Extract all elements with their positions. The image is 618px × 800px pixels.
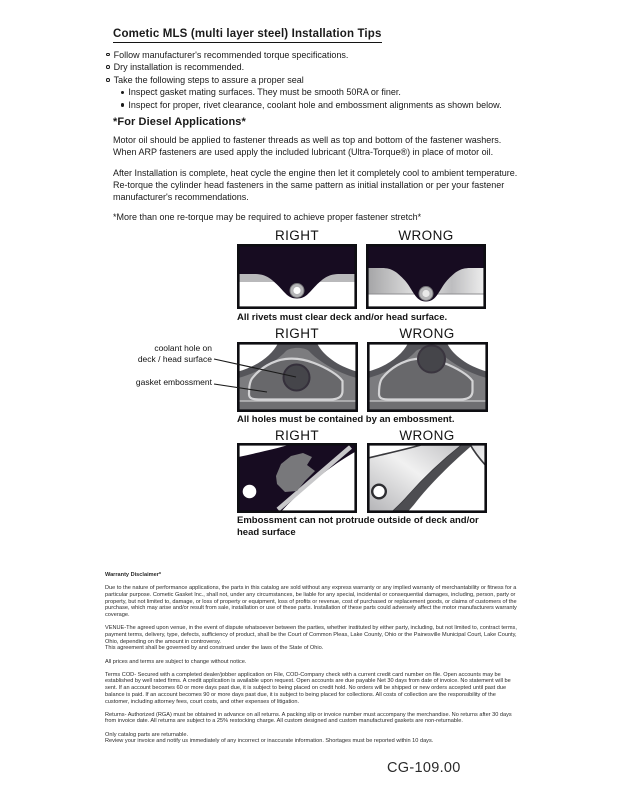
filled-bullet-icon <box>121 91 124 94</box>
bullet-item <box>106 74 541 87</box>
figure-caption: All holes must be contained by an embossment. <box>237 414 455 425</box>
right-label: RIGHT <box>275 428 319 443</box>
diesel-heading: *For Diesel Applications* <box>113 116 246 128</box>
figure-embossment-wrong <box>367 342 488 412</box>
fine-print-paragraph: VENUE-The agreed upon venue, in the event of dispute whatsoever between the parties, whether instituted by either party, including, but not limited to, contract terms, payment terms, delivery, type, defects, sufficiency of product, shall be the Court of Common Pleas, Lake County, Ohio or the Painesville Municipal Court, Lake County, Ohio, depending on the amount in controversy. <box>105 625 517 645</box>
warranty-heading: Warranty Disclaimer* <box>105 572 162 578</box>
bullet-item <box>106 49 541 62</box>
wrong-label: WRONG <box>399 326 455 341</box>
diesel-applications-section <box>113 116 527 224</box>
bullet-text: Inspect for proper, rivet clearance, coolant hole and embossment alignments as shown below. <box>128 99 502 110</box>
tips-list <box>106 49 541 112</box>
figure-protrusion-right <box>237 443 357 513</box>
hollow-bullet-icon <box>106 78 110 82</box>
warranty-disclaimer-section <box>105 572 519 745</box>
diesel-paragraph: After Installation is complete, heat cycle the engine then let it completely cool to ambient temperature. Re-torque the cylinder head fasteners in the same pattern as initial installation or per your fastener manufacturer's recommendations. <box>113 167 518 203</box>
fine-print-paragraph: Review your invoice and notify us immediately of any incorrect or inaccurate information. Shortages must be reported within 10 days. <box>105 738 434 745</box>
bullet-text: Dry installation is recommended. <box>113 62 245 73</box>
sub-bullet-item <box>106 86 541 99</box>
wrong-label: WRONG <box>398 228 454 243</box>
right-label: RIGHT <box>275 228 319 243</box>
bullet-item <box>106 61 541 74</box>
figure-protrusion-wrong <box>367 443 487 513</box>
figure-embossment-right <box>237 342 358 412</box>
figure-rivet-wrong <box>366 244 486 309</box>
bullet-text: Take the following steps to assure a proper seal <box>113 74 304 85</box>
page-code: CG-109.00 <box>387 760 461 776</box>
diesel-paragraph: *More than one re-torque may be required to achieve proper fastener stretch* <box>113 212 422 223</box>
figure-rivet-right <box>237 244 357 309</box>
diesel-paragraph: Motor oil should be applied to fastener threads as well as top and bottom of the fastener washers. When ARP fasteners are used apply the included lubricant (Ultra-Torque®) in place of motor oil. <box>113 135 502 158</box>
right-label: RIGHT <box>275 326 319 341</box>
bullet-text: Inspect gasket mating surfaces. They must be smooth 50RA or finer. <box>128 87 401 98</box>
fine-print-paragraph: Terms COD- Secured with a completed dealer/jobber application on File, COD-Company check with a current credit card number on file. Open accounts may be established by well rated firms. A credit application is available upon request. Open accounts are due payable Net 30 days from date of invoice. No statement will be sent. If an account becomes 60 or more days past due, it is subject to being placed on credit hold. No orders will be shipped or new orders accepted until past due balance is paid. If an account becomes 90 or more days past due, it is subject to being placed for collections. All costs of collection are the responsibility of the customer, including attorney fees, court costs, and other expenses of litigation. <box>105 671 511 705</box>
hollow-bullet-icon <box>106 65 110 69</box>
fine-print-paragraph: Due to the nature of performance applications, the parts in this catalog are sold without any express warranty or any implied warranty of merchantability or fitness for a particular purpose. Cometic Gasket Inc., shall not, under any circumstances, be liable for any special, incidental or consequential damages, including, person, party or property, but not limited to, damage, or loss of property or equipment, loss of profits or revenue, cost of purchased or replacement goods, or claims of customers of the purchase, which may arise and/or result from sale, installation or use of these parts. Installation of these parts could adversely affect the motor manufacturers warranty coverage. <box>105 585 517 619</box>
installation-tips-section <box>106 24 541 111</box>
fine-print-paragraph: Only catalog parts are returnable. <box>105 731 189 738</box>
fine-print-paragraph: All prices and terms are subject to change without notice. <box>105 658 247 665</box>
sub-bullet-item <box>106 99 541 112</box>
filled-bullet-icon <box>121 103 124 106</box>
fine-print-paragraph: This agreement shall be governed by and construed under the laws of the State of Ohio. <box>105 645 324 652</box>
wrong-label: WRONG <box>399 428 455 443</box>
figure-caption: All rivets must clear deck and/or head surface. <box>237 312 448 323</box>
callout-coolant-hole-label: coolant hole on deck / head surface <box>137 343 212 364</box>
page-title: Cometic MLS (multi layer steel) Installation Tips <box>113 28 382 43</box>
figure-caption: Embossment can not protrude outside of deck and/or head surface <box>237 515 479 538</box>
bullet-text: Follow manufacturer's recommended torque specifications. <box>113 49 349 60</box>
hollow-bullet-icon <box>106 53 110 57</box>
callout-gasket-embossment-label: gasket embossment <box>135 377 212 387</box>
fine-print-paragraph: Returns- Authorized (RGA) must be obtained in advance on all returns. A packing slip or invoice number must accompany the merchandise. No returns after 30 days from invoice date. All returns are subject to a 25% restocking charge. All custom designed and custom manufactured gaskets are non-returnable. <box>105 711 512 725</box>
